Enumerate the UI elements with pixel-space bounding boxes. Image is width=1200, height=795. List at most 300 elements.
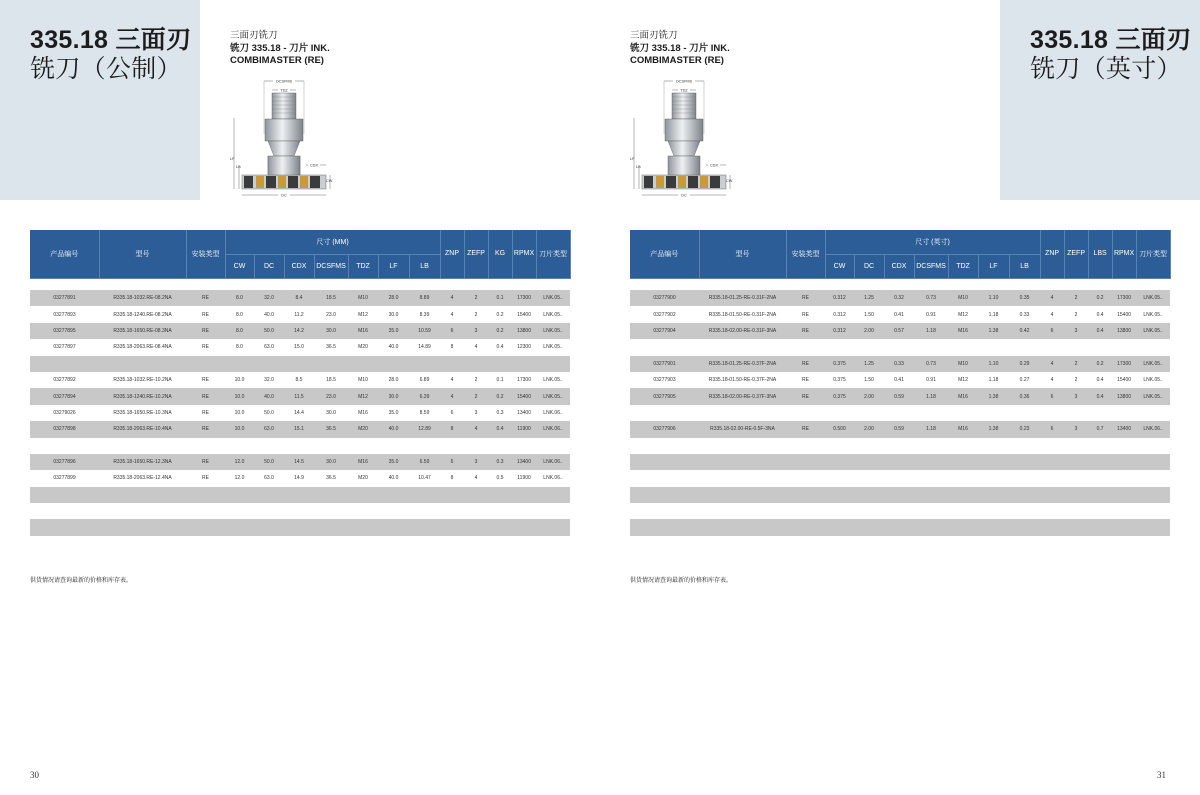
- page-title-line2: 铣刀（公制）: [30, 55, 182, 83]
- table-cell: 18.5: [314, 372, 348, 388]
- table-cell: 0.41: [884, 306, 914, 322]
- table-cell: 0.312: [825, 290, 854, 306]
- table-cell: LNK.06..: [536, 421, 570, 437]
- table-cell: LNK.05..: [1136, 290, 1170, 306]
- table-cell: 0.57: [884, 323, 914, 339]
- table-cell: 1.18: [914, 323, 948, 339]
- table-cell: LNK.05..: [1136, 323, 1170, 339]
- table-cell: 6.39: [409, 388, 440, 404]
- table-cell: 1.18: [978, 372, 1009, 388]
- table-cell: 2.00: [854, 388, 884, 404]
- table-cell: 11900: [512, 470, 536, 486]
- table-cell: 03277902: [630, 306, 699, 322]
- table-cell: 2: [1064, 290, 1088, 306]
- table-cell: 03277891: [30, 290, 99, 306]
- table-cell: R335.18-2063.RE-12.4NA: [99, 470, 186, 486]
- col-cw: CW: [825, 254, 854, 278]
- lf-label: LF: [230, 157, 235, 161]
- table-cell: 1.25: [854, 290, 884, 306]
- col-dc: DC: [254, 254, 284, 278]
- table-cell: M10: [348, 290, 378, 306]
- table-cell: 03277896: [30, 454, 99, 470]
- cutter-drawing-left: [228, 76, 338, 200]
- page-title-line1: 335.18 三面刃: [30, 26, 192, 54]
- cdx-label: CDX: [309, 163, 319, 168]
- table-cell: 0.42: [1009, 323, 1040, 339]
- table-cell: 0.4: [488, 421, 512, 437]
- page-title-line1: 335.18 三面刃: [1030, 26, 1192, 54]
- table-cell: R335.18-02.00-RE-0.37F-3NA: [699, 388, 786, 404]
- table-cell: RE: [786, 356, 825, 372]
- table-cell: RE: [186, 470, 225, 486]
- table-cell: 14.5: [284, 454, 314, 470]
- table-cell: 03277904: [630, 323, 699, 339]
- table-cell: 2.00: [854, 323, 884, 339]
- table-cell: 3: [464, 454, 488, 470]
- table-cell: RE: [786, 306, 825, 322]
- table-cell: 03277894: [30, 388, 99, 404]
- table-cell: 2: [1064, 306, 1088, 322]
- table-cell: 03277897: [30, 339, 99, 355]
- table-cell: 40.0: [378, 339, 409, 355]
- table-cell: 50.0: [254, 323, 284, 339]
- table-cell: 13400: [512, 454, 536, 470]
- table-cell: 0.35: [1009, 290, 1040, 306]
- col-tdz: TDZ: [348, 254, 378, 278]
- table-cell: 17300: [512, 372, 536, 388]
- table-row: [630, 372, 1170, 388]
- table-cell: 6: [440, 454, 464, 470]
- table-cell: 03277899: [30, 470, 99, 486]
- table-cell: 17300: [512, 290, 536, 306]
- table-cell: 14.89: [409, 339, 440, 355]
- table-row: [30, 339, 570, 355]
- table-cell: 0.59: [884, 421, 914, 437]
- table-cell: 50.0: [254, 454, 284, 470]
- dcsfms-label: DCSFMS: [675, 79, 693, 84]
- table-cell: M20: [348, 339, 378, 355]
- table-cell: 8: [440, 421, 464, 437]
- table-cell: RE: [186, 372, 225, 388]
- table-cell: 0.3: [488, 405, 512, 421]
- col-dc: DC: [854, 254, 884, 278]
- table-cell: RE: [786, 323, 825, 339]
- col-zefp: ZEFP: [464, 230, 488, 278]
- table-cell: 4: [440, 372, 464, 388]
- table-cell: 8.59: [409, 405, 440, 421]
- table-row: [30, 306, 570, 322]
- table-spacer-row: [630, 487, 1170, 503]
- table-spacer-row: [630, 438, 1170, 454]
- lb-label: LB: [636, 165, 641, 169]
- table-cell: 0.2: [1088, 290, 1112, 306]
- table-cell: 17300: [1112, 356, 1136, 372]
- table-cell: 03279026: [30, 405, 99, 421]
- table-cell: 36.5: [314, 421, 348, 437]
- table-cell: 03277895: [30, 323, 99, 339]
- subtitle-line1: 三面刃铣刀: [630, 30, 678, 41]
- table-cell: R335.18-2063.RE-10.4NA: [99, 421, 186, 437]
- col-dcsfms: DCSFMS: [914, 254, 948, 278]
- table-cell: 8.89: [409, 290, 440, 306]
- table-cell: 0.312: [825, 323, 854, 339]
- subtitle-line3: COMBIMASTER (RE): [230, 55, 324, 66]
- table-cell: 12.0: [225, 470, 254, 486]
- table-cell: 0.73: [914, 290, 948, 306]
- table-cell: 13800: [1112, 388, 1136, 404]
- col-product-no: 产品编号: [30, 230, 99, 278]
- table-cell: M16: [348, 405, 378, 421]
- table-cell: 4: [440, 290, 464, 306]
- table-cell: 12300: [512, 339, 536, 355]
- table-cell: RE: [186, 323, 225, 339]
- table-spacer-row: [630, 470, 1170, 486]
- table-cell: 0.2: [488, 306, 512, 322]
- table-cell: 40.0: [378, 470, 409, 486]
- table-cell: M10: [348, 372, 378, 388]
- table-cell: 8.0: [225, 290, 254, 306]
- table-cell: R335.18-02.00-RE-0.5F-3NA: [699, 421, 786, 437]
- table-cell: 6: [1040, 388, 1064, 404]
- table-cell: 10.0: [225, 421, 254, 437]
- table-cell: 0.59: [884, 388, 914, 404]
- col-rpmx: RPMX: [1112, 230, 1136, 278]
- subtitle-line2: 铣刀 335.18 - 刀片 INK.: [630, 42, 730, 54]
- table-cell: 10.47: [409, 470, 440, 486]
- table-cell: 0.73: [914, 356, 948, 372]
- table-cell: 2: [464, 372, 488, 388]
- table-cell: 10.0: [225, 372, 254, 388]
- table-cell: LNK.06..: [536, 470, 570, 486]
- table-cell: 3: [1064, 323, 1088, 339]
- table-cell: 15400: [512, 388, 536, 404]
- table-cell: M16: [948, 323, 978, 339]
- table-cell: LNK.05..: [1136, 306, 1170, 322]
- table-cell: RE: [786, 290, 825, 306]
- table-cell: 2: [1064, 372, 1088, 388]
- table-cell: 0.2: [488, 323, 512, 339]
- spec-table-inch: [630, 230, 1171, 552]
- table-cell: 0.375: [825, 356, 854, 372]
- table-cell: 18.5: [314, 290, 348, 306]
- table-cell: 2: [464, 290, 488, 306]
- col-znp: ZNP: [440, 230, 464, 278]
- table-cell: 32.0: [254, 372, 284, 388]
- table-cell: 8.0: [225, 306, 254, 322]
- table-spacer-row: [630, 536, 1170, 552]
- table-body-metric: [30, 278, 570, 552]
- table-cell: 15.1: [284, 421, 314, 437]
- table-cell: 40.0: [378, 421, 409, 437]
- table-cell: 0.312: [825, 306, 854, 322]
- table-cell: 23.0: [314, 388, 348, 404]
- table-cell: 0.27: [1009, 372, 1040, 388]
- table-cell: 0.91: [914, 372, 948, 388]
- table-cell: LNK.05..: [536, 388, 570, 404]
- table-cell: R335.18-1032.RE-10.2NA: [99, 372, 186, 388]
- table-spacer-row: [30, 503, 570, 519]
- table-cell: 0.4: [1088, 323, 1112, 339]
- table-cell: R335.18-01.50-RE-0.31F-2NA: [699, 306, 786, 322]
- table-cell: 8.39: [409, 306, 440, 322]
- table-cell: 0.23: [1009, 421, 1040, 437]
- table-cell: 40.0: [254, 388, 284, 404]
- table-cell: 11900: [512, 421, 536, 437]
- table-cell: 6.89: [409, 372, 440, 388]
- table-cell: R335.18-1032.RE-08.2NA: [99, 290, 186, 306]
- col-rpmx: RPMX: [512, 230, 536, 278]
- subtitle-line1: 三面刃铣刀: [230, 30, 278, 41]
- table-cell: 03277893: [30, 306, 99, 322]
- table-row: [630, 323, 1170, 339]
- table-cell: 1.18: [914, 388, 948, 404]
- table-cell: 0.4: [488, 339, 512, 355]
- lf-label: LF: [630, 157, 635, 161]
- table-cell: 63.0: [254, 470, 284, 486]
- table-cell: M16: [948, 421, 978, 437]
- table-spacer-row: [30, 487, 570, 503]
- table-cell: R335.18-02.00-RE-0.31F-3NA: [699, 323, 786, 339]
- table-cell: R335.18-1240.RE-10.2NA: [99, 388, 186, 404]
- table-cell: 2.00: [854, 421, 884, 437]
- page-title-line2: 铣刀（英寸）: [1030, 55, 1182, 83]
- table-cell: 6: [1040, 421, 1064, 437]
- footnote-left: 供货情况请查询最新的价格和库存表。: [30, 578, 133, 584]
- table-cell: 10.0: [225, 388, 254, 404]
- col-kg: KG: [488, 230, 512, 278]
- table-cell: 30.0: [314, 323, 348, 339]
- table-cell: RE: [186, 454, 225, 470]
- table-row: [630, 421, 1170, 437]
- table-cell: 0.33: [884, 356, 914, 372]
- table-cell: 3: [464, 405, 488, 421]
- table-cell: 50.0: [254, 405, 284, 421]
- col-lb: LB: [1009, 254, 1040, 278]
- table-cell: 0.1: [488, 372, 512, 388]
- table-row: [630, 306, 1170, 322]
- title-box-left: [0, 0, 200, 200]
- table-cell: 4: [440, 388, 464, 404]
- table-spacer-row: [30, 536, 570, 552]
- table-row: [30, 388, 570, 404]
- table-cell: 32.0: [254, 290, 284, 306]
- table-cell: RE: [786, 372, 825, 388]
- col-insert-type: 刀片类型: [1136, 230, 1170, 278]
- cutter-drawing-right: [628, 76, 738, 200]
- table-cell: 4: [464, 339, 488, 355]
- table-row: [630, 356, 1170, 372]
- table-spacer-row: [630, 519, 1170, 535]
- table-cell: 0.36: [1009, 388, 1040, 404]
- table-cell: 28.0: [378, 290, 409, 306]
- table-cell: 12.89: [409, 421, 440, 437]
- col-cdx: CDX: [284, 254, 314, 278]
- table-cell: 0.2: [1088, 356, 1112, 372]
- table-cell: 6.59: [409, 454, 440, 470]
- table-cell: 0.375: [825, 388, 854, 404]
- table-cell: LNK.06..: [536, 454, 570, 470]
- table-cell: 17300: [1112, 290, 1136, 306]
- table-cell: 35.0: [378, 454, 409, 470]
- table-cell: 8.4: [284, 290, 314, 306]
- table-cell: 03277903: [630, 372, 699, 388]
- table-cell: 36.5: [314, 339, 348, 355]
- table-cell: R335.18-1240.RE-08.2NA: [99, 306, 186, 322]
- table-row: [30, 372, 570, 388]
- table-cell: M10: [948, 290, 978, 306]
- col-product-no: 产品编号: [630, 230, 699, 278]
- table-cell: 4: [464, 470, 488, 486]
- table-cell: 03277898: [30, 421, 99, 437]
- col-model: 型号: [699, 230, 786, 278]
- subtitle-line2: 铣刀 335.18 - 刀片 INK.: [230, 42, 330, 54]
- table-cell: 15400: [512, 306, 536, 322]
- table-cell: 1.10: [978, 290, 1009, 306]
- page-number-left: 30: [30, 770, 39, 780]
- table-cell: 13800: [1112, 323, 1136, 339]
- table-cell: R335.18-1650.RE-12.3NA: [99, 454, 186, 470]
- table-cell: 0.5: [488, 470, 512, 486]
- table-cell: 0.375: [825, 372, 854, 388]
- table-cell: R335.18-1650.RE-10.3NA: [99, 405, 186, 421]
- table-spacer-row: [630, 339, 1170, 355]
- table-cell: 12.0: [225, 454, 254, 470]
- table-cell: 40.0: [254, 306, 284, 322]
- table-cell: 0.32: [884, 290, 914, 306]
- table-cell: 1.18: [914, 421, 948, 437]
- table-cell: 10.59: [409, 323, 440, 339]
- table-spacer-row: [30, 356, 570, 372]
- table-cell: RE: [186, 388, 225, 404]
- col-znp: ZNP: [1040, 230, 1064, 278]
- table-cell: 30.0: [314, 454, 348, 470]
- table-spacer-row: [30, 438, 570, 454]
- lb-label: LB: [236, 165, 241, 169]
- table-cell: 4: [1040, 290, 1064, 306]
- table-cell: 0.2: [488, 388, 512, 404]
- table-cell: 1.38: [978, 323, 1009, 339]
- table-cell: 6: [440, 405, 464, 421]
- table-cell: 63.0: [254, 339, 284, 355]
- table-cell: 35.0: [378, 405, 409, 421]
- table-spacer-row: [630, 405, 1170, 421]
- col-lbs: LBS: [1088, 230, 1112, 278]
- table-cell: LNK.06..: [1136, 421, 1170, 437]
- footnote-right: 供货情况请查询最新的价格和库存表。: [630, 578, 733, 584]
- table-cell: 3: [1064, 388, 1088, 404]
- dc-label: DC: [281, 193, 287, 198]
- subtitle-right: [630, 30, 730, 68]
- table-cell: RE: [186, 405, 225, 421]
- table-cell: R335.18-01.25-RE-0.37F-2NA: [699, 356, 786, 372]
- table-cell: 36.5: [314, 470, 348, 486]
- table-cell: 23.0: [314, 306, 348, 322]
- table-cell: 3: [464, 323, 488, 339]
- table-cell: 8.0: [225, 339, 254, 355]
- table-cell: 1.38: [978, 388, 1009, 404]
- table-cell: LNK.05..: [536, 306, 570, 322]
- table-cell: RE: [786, 388, 825, 404]
- table-row: [30, 290, 570, 306]
- table-cell: 1.50: [854, 372, 884, 388]
- table-row: [30, 405, 570, 421]
- table-cell: 4: [1040, 306, 1064, 322]
- table-cell: 13400: [512, 405, 536, 421]
- table-cell: 0.4: [1088, 372, 1112, 388]
- table-cell: M20: [348, 421, 378, 437]
- cdx-label: CDX: [709, 163, 719, 168]
- table-cell: RE: [186, 290, 225, 306]
- table-cell: 0.1: [488, 290, 512, 306]
- table-cell: 03277901: [630, 356, 699, 372]
- table-cell: M12: [948, 372, 978, 388]
- table-cell: 0.500: [825, 421, 854, 437]
- table-cell: 1.10: [978, 356, 1009, 372]
- table-cell: LNK.05..: [536, 372, 570, 388]
- table-cell: LNK.06..: [536, 405, 570, 421]
- table-row: [30, 454, 570, 470]
- table-cell: M12: [348, 388, 378, 404]
- table-cell: 28.0: [378, 372, 409, 388]
- table-cell: RE: [186, 306, 225, 322]
- table-cell: 8.5: [284, 372, 314, 388]
- table-cell: LNK.05..: [536, 323, 570, 339]
- table-cell: LNK.05..: [536, 339, 570, 355]
- col-cdx: CDX: [884, 254, 914, 278]
- table-spacer-row: [630, 454, 1170, 470]
- table-cell: R335.18-1650.RE-08.3NA: [99, 323, 186, 339]
- table-cell: 14.9: [284, 470, 314, 486]
- table-cell: 30.0: [378, 388, 409, 404]
- title-box-right: [1000, 0, 1200, 200]
- table-row: [30, 470, 570, 486]
- subtitle-left: [230, 30, 330, 68]
- table-cell: M12: [348, 306, 378, 322]
- spec-table-metric: [30, 230, 571, 552]
- table-cell: M20: [348, 470, 378, 486]
- table-spacer-row: [630, 503, 1170, 519]
- table-cell: 0.4: [1088, 388, 1112, 404]
- cw-label: CW: [726, 179, 733, 183]
- table-cell: RE: [186, 421, 225, 437]
- table-cell: 13400: [1112, 421, 1136, 437]
- dcsfms-label: DCSFMS: [275, 79, 293, 84]
- table-cell: M16: [948, 388, 978, 404]
- table-cell: 15400: [1112, 306, 1136, 322]
- table-cell: 0.7: [1088, 421, 1112, 437]
- table-cell: 0.91: [914, 306, 948, 322]
- col-mount: 安装类型: [186, 230, 225, 278]
- table-cell: 13800: [512, 323, 536, 339]
- table-cell: LNK.05..: [536, 290, 570, 306]
- table-row: [30, 323, 570, 339]
- table-cell: 63.0: [254, 421, 284, 437]
- table-cell: R335.18-01.50-RE-0.37F-2NA: [699, 372, 786, 388]
- table-cell: 8: [440, 470, 464, 486]
- table-cell: 0.41: [884, 372, 914, 388]
- table-cell: M10: [948, 356, 978, 372]
- dc-label: DC: [681, 193, 687, 198]
- table-cell: 30.0: [378, 306, 409, 322]
- table-cell: 14.4: [284, 405, 314, 421]
- table-cell: 8: [440, 339, 464, 355]
- cw-label: CW: [326, 179, 333, 183]
- tdz-label: TDZ: [680, 88, 688, 93]
- table-cell: 3: [1064, 421, 1088, 437]
- col-group-dimensions: 尺寸 (MM): [225, 230, 440, 254]
- table-row: [30, 421, 570, 437]
- table-cell: M12: [948, 306, 978, 322]
